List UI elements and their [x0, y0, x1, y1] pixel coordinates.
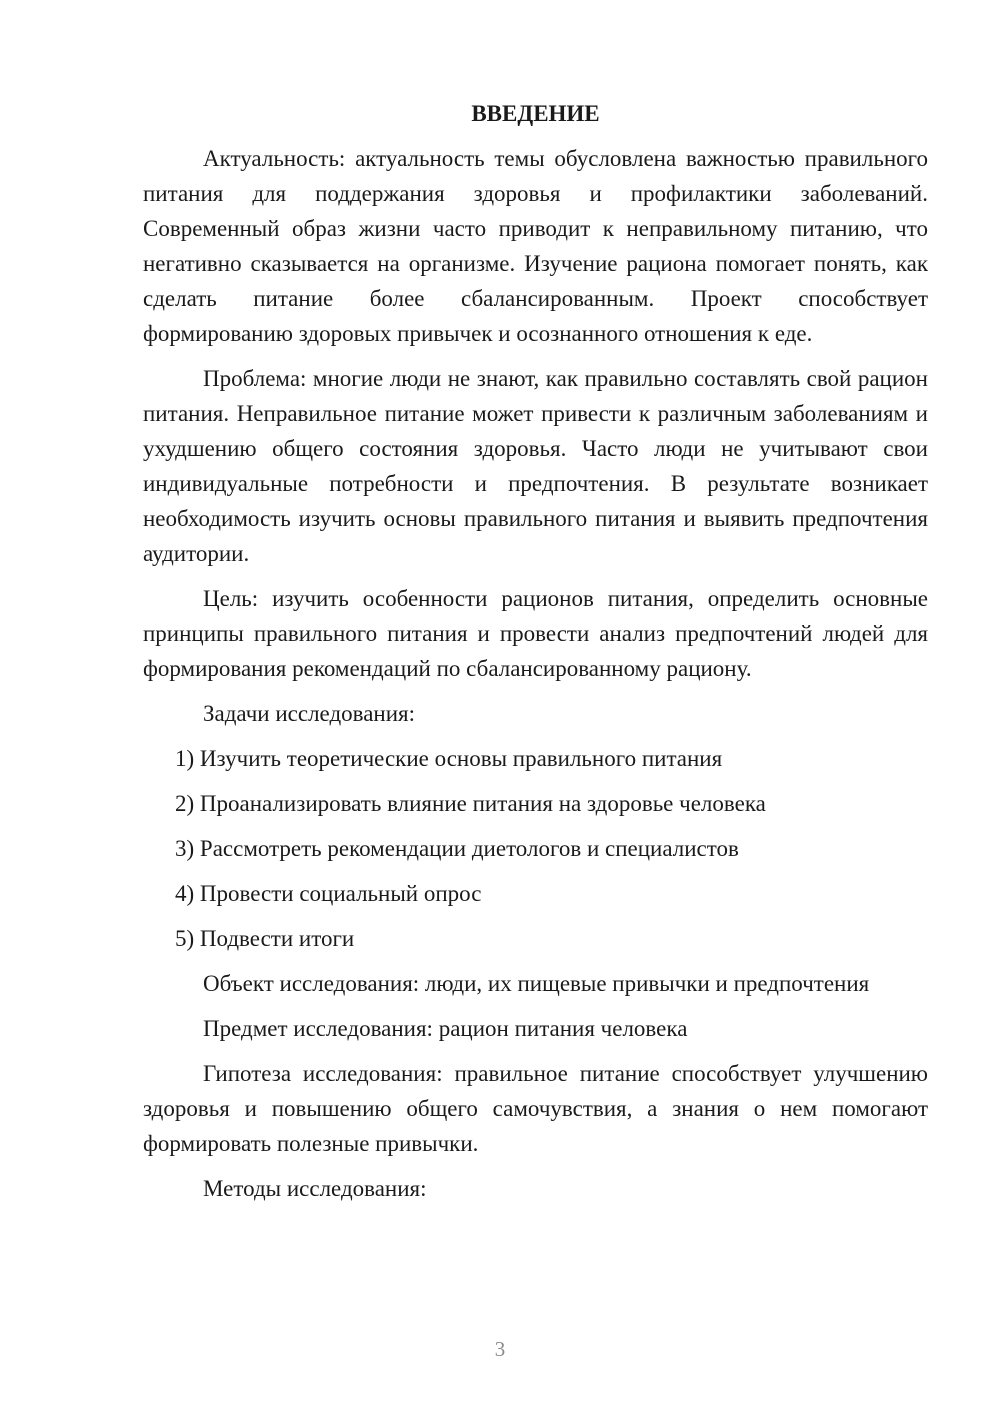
document-page [143, 96, 928, 1216]
hypothesis-paragraph: Гипотеза исследования: правильное питание способствует улучшению здоровья и повышению общего самочувствия, а знания о нем помогают формировать полезные привычки. [143, 1061, 928, 1156]
subject-paragraph: Предмет исследования: рацион питания человека [203, 1016, 688, 1041]
relevance-paragraph: Актуальность: актуальность темы обусловлена важностью правильного питания для поддержания здоровья и профилактики заболеваний. Современный образ жизни часто приводит к неправильному питанию, что негативно сказывается на организме. Изучение рациона помогает понять, как сделать питание более сбалансированным. Проект способствует формированию здоровых привычек и осознанного отношения к еде. [143, 146, 928, 346]
task-item-3: 3) Рассмотреть рекомендации диетологов и специалистов [175, 836, 739, 861]
methods-paragraph: Методы исследования: [203, 1176, 427, 1201]
problem-paragraph: Проблема: многие люди не знают, как правильно составлять свой рацион питания. Неправильное питание может привести к различным заболеваниям и ухудшению общего состояния здоровья. Часто люди не учитывают свои индивидуальные потребности и предпочтения. В результате возникает необходимость изучить основы правильного питания и выявить предпочтения аудитории. [143, 366, 928, 566]
tasks-intro: Задачи исследования: [203, 701, 416, 726]
task-item-4: 4) Провести социальный опрос [175, 881, 482, 906]
page-number: 3 [494, 1337, 506, 1361]
task-item-5: 5) Подвести итоги [175, 926, 355, 951]
task-item-2: 2) Проанализировать влияние питания на здоровье человека [175, 791, 766, 816]
section-heading: ВВЕДЕНИЕ [471, 101, 600, 126]
task-item-1: 1) Изучить теоретические основы правильного питания [175, 746, 723, 771]
object-paragraph: Объект исследования: люди, их пищевые привычки и предпочтения [203, 971, 870, 996]
goal-paragraph: Цель: изучить особенности рационов питания, определить основные принципы правильного питания и провести анализ предпочтений людей для формирования рекомендаций по сбалансированному рациону. [143, 586, 928, 681]
